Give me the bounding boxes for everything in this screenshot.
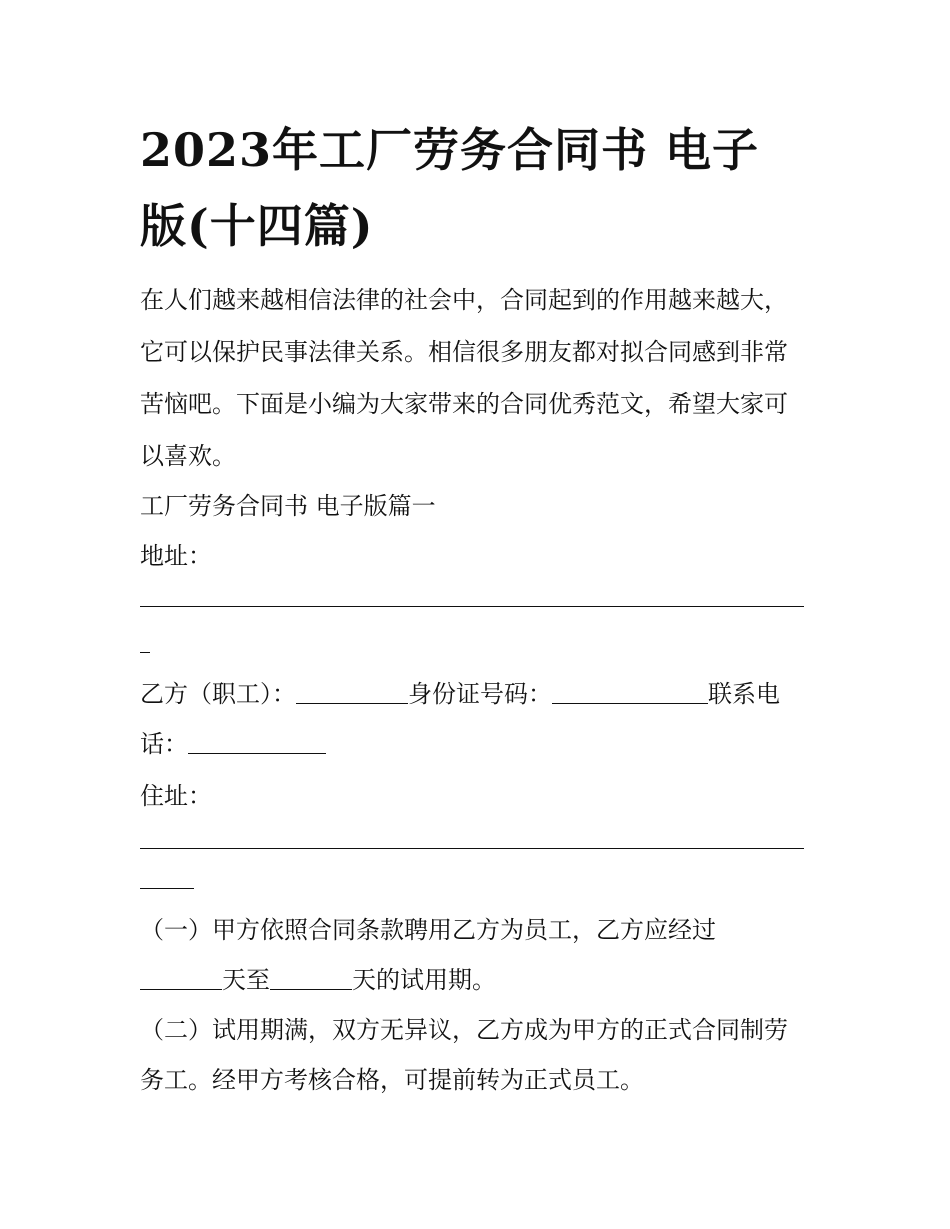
phone-blank (188, 729, 326, 754)
address-blank-line (140, 606, 804, 607)
id-label: 身份证号码： (408, 680, 552, 708)
phone-label-part2: 话： (140, 730, 188, 758)
party-b-line (140, 668, 820, 720)
document-title (140, 112, 820, 264)
clause-1-end: 天的试用期。 (352, 966, 496, 994)
address-label: 地址： (140, 542, 212, 570)
title-line-2: 版(十四篇) (140, 199, 374, 253)
probation-min-days-blank (140, 965, 222, 990)
party-b-name-blank (296, 679, 408, 704)
clause-1-line-1: （一）甲方依照合同条款聘用乙方为员工，乙方应经过 (140, 916, 716, 944)
intro-line-2: 它可以保护民事法律关系。相信很多朋友都对拟合同感到非常 (140, 338, 788, 366)
probation-max-days-blank (270, 965, 352, 990)
clause-2-line-1: （二）试用期满，双方无异议，乙方成为甲方的正式合同制劳 (140, 1016, 788, 1044)
residence-blank-tail (140, 888, 194, 889)
party-b-label: 乙方（职工）： (140, 680, 296, 708)
phone-label-part1: 联系电 (708, 680, 780, 708)
title-line-1: 2023年工厂劳务合同书 电子 (140, 123, 760, 177)
residence-label: 住址： (140, 782, 212, 810)
address-blank-tail (140, 652, 150, 653)
intro-line-3: 苦恼吧。下面是小编为大家带来的合同优秀范文，希望大家可 (140, 390, 788, 418)
clause-1-to: 天至 (222, 966, 270, 994)
clause-2-line-2: 务工。经甲方考核合格，可提前转为正式员工。 (140, 1066, 644, 1094)
intro-line-4: 以喜欢。 (140, 442, 236, 470)
phone-line (140, 718, 820, 770)
id-number-blank (552, 679, 708, 704)
clause-1-line-2 (140, 954, 820, 1006)
section-heading: 工厂劳务合同书 电子版篇一 (140, 492, 436, 520)
intro-line-1: 在人们越来越相信法律的社会中，合同起到的作用越来越大， (140, 286, 788, 314)
residence-blank-line (140, 848, 804, 849)
